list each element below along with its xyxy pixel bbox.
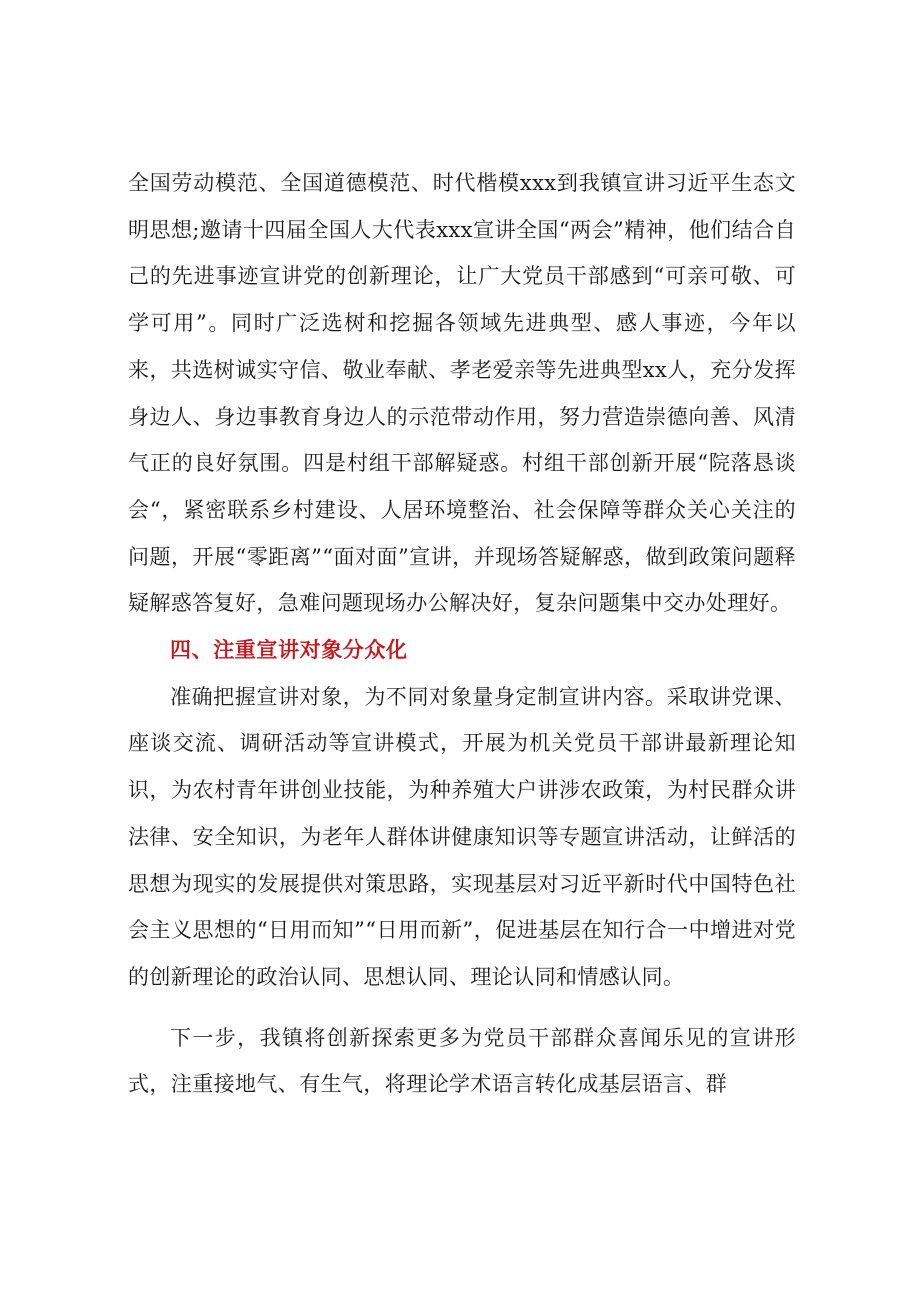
- body-paragraph-2: 准确把握宣讲对象，为不同对象量身定制宣讲内容。采取讲党课、座谈交流、调研活动等宣讲模式，开展为机关党员干部讲最新理论知识，为农村青年讲创业技能，为种养殖大户讲涉农政策，为村民群众讲法律、安全知识，为老年人群体讲健康知识等专题宣讲活动，让鲜活的思想为现实的发展提供对策思路，实现基层对习近平新时代中国特色社会主义思想的“日用而知”“日用而新”，促进基层在知行合一中增进对党的创新理论的政治认同、思想认同、理论认同和情感认同。: [128, 684, 796, 989]
- paragraph-spacer: [128, 1001, 796, 1015]
- body-paragraph-3: 下一步，我镇将创新探索更多为党员干部群众喜闻乐见的宣讲形式，注重接地气、有生气，将理论学术语言转化成基层语言、群: [128, 1025, 796, 1097]
- document-body: [128, 160, 796, 1108]
- section-heading: 四、注重宣讲对象分众化: [170, 638, 408, 663]
- body-paragraph-1: 全国劳动模范、全国道德模范、时代楷模xxx到我镇宣讲习近平生态文明思想;邀请十四届全国人大代表xxx宣讲全国“两会”精神，他们结合自己的先进事迹宣讲党的创新理论，让广大党员干部感到“可亲可敬、可学可用”。同时广泛选树和挖掘各领域先进典型、感人事迹，今年以来，共选树诚实守信、敬业奉献、孝老爱亲等先进典型xx人，充分发挥身边人、身边事教育身边人的示范带动作用，努力营造崇德向善、风清气正的良好氛围。四是村组干部解疑惑。村组干部创新开展“院落恳谈会“，紧密联系乡村建设、人居环境整治、社会保障等群众关心关注的问题，开展“零距离”“面对面”宣讲，并现场答疑解惑，做到政策问题释疑解惑答复好，急难问题现场办公解决好，复杂问题集中交办处理好。: [128, 171, 796, 616]
